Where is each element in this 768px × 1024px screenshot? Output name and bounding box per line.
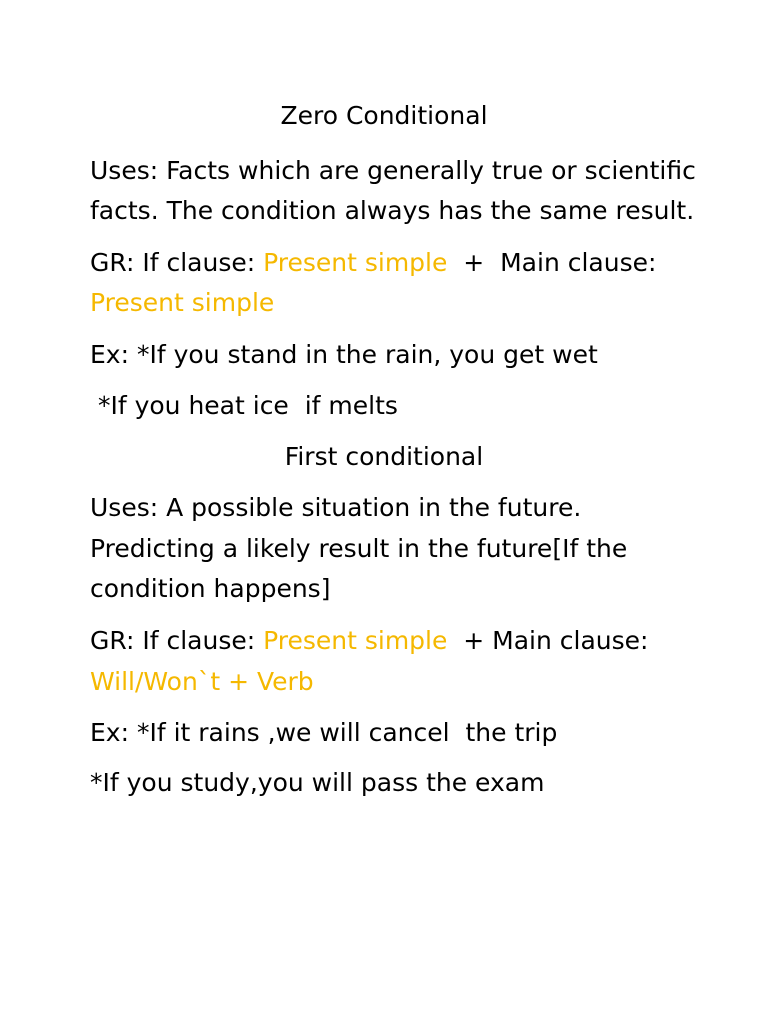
zero-example-2: *If you heat ice if melts: [90, 391, 398, 420]
zero-uses-line-1: Uses: Facts which are generally true or scientific: [90, 156, 696, 185]
zero-grammar-prefix: GR: If clause:: [90, 248, 264, 277]
first-main-clause-label: + Main clause:: [447, 626, 649, 655]
first-grammar-prefix: GR: If clause:: [90, 626, 264, 655]
zero-conditional-title: Zero Conditional: [280, 101, 488, 130]
first-grammar-line: [90, 626, 648, 656]
first-example-1: Ex: *If it rains ,we will cancel the trip: [90, 718, 558, 747]
zero-main-clause-label: + Main clause:: [447, 248, 657, 277]
first-uses-line-2: Predicting a likely result in the future[If the: [90, 534, 628, 563]
zero-main-clause-form: Present simple: [90, 288, 275, 317]
first-main-clause-form: Will/Won`t + Verb: [90, 667, 314, 696]
first-uses-line-1: Uses: A possible situation in the future.: [90, 493, 582, 522]
first-conditional-title: First conditional: [284, 442, 484, 471]
zero-grammar-line: [90, 248, 656, 278]
first-example-2: *If you study,you will pass the exam: [90, 768, 545, 797]
first-if-clause-form: Present simple: [263, 626, 448, 655]
zero-uses-line-2: facts. The condition always has the same result.: [90, 196, 695, 225]
zero-if-clause-form: Present simple: [263, 248, 448, 277]
zero-example-1: Ex: *If you stand in the rain, you get wet: [90, 340, 598, 369]
first-uses-line-3: condition happens]: [90, 574, 331, 603]
